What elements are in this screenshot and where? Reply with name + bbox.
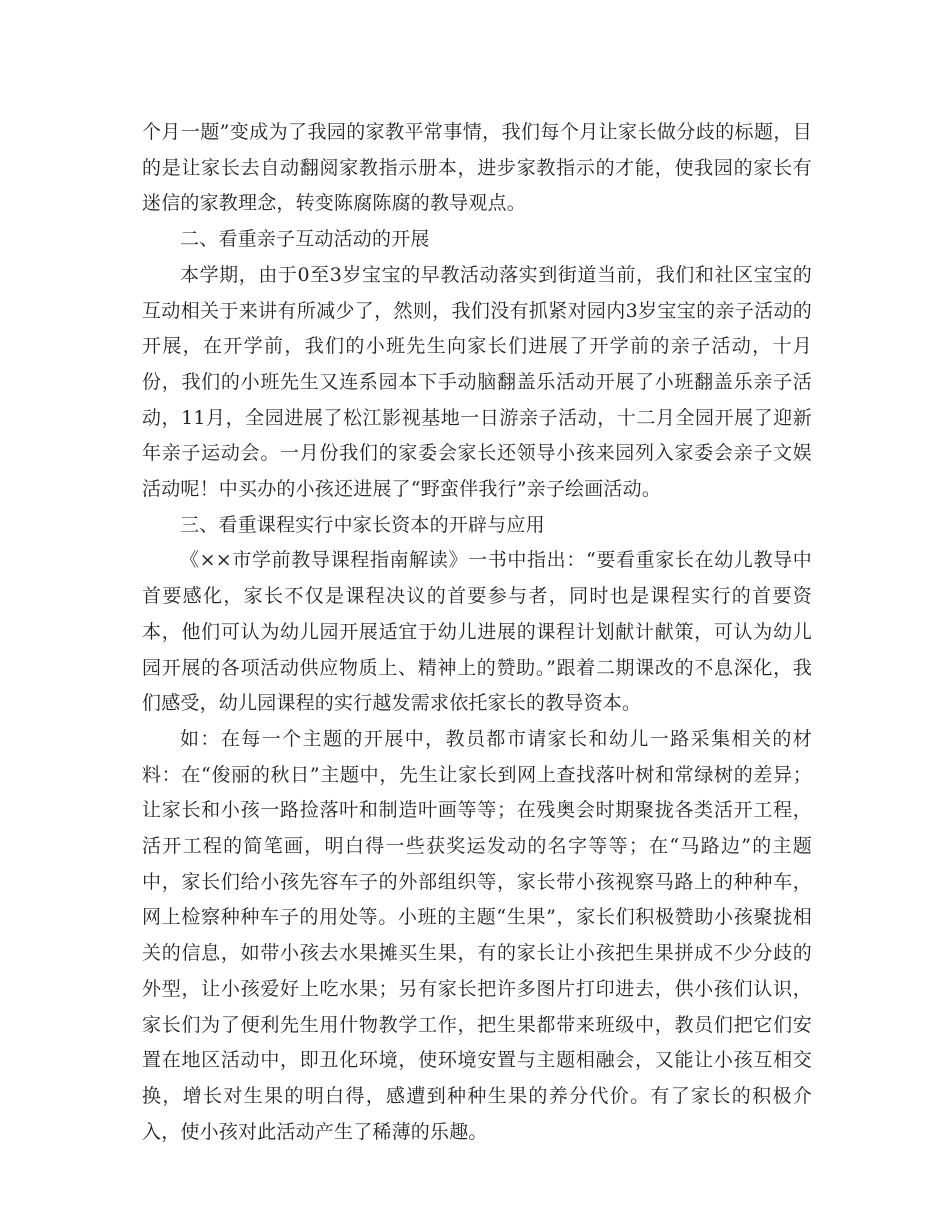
paragraph-parent-child-activities: 本学期，由于0至3岁宝宝的早教活动落实到街道当前，我们和社区宝宝的互动相关于来讲有所减少了，然则，我们没有抓紧对园内3岁宝宝的亲子活动的开展，在开学前，我们的小班先生向家长们进展了开学前的亲子活动，十月份，我们的小班先生又连系园本下手动脑翻盖乐活动开展了小班翻盖乐亲子活动，11月，全园进展了松江影视基地一日游亲子活动，十二月全园开展了迎新年亲子运动会。一月份我们的家委会家长还领导小孩来园列入家委会亲子文娱活动呢！中买办的小孩还进展了“野蛮伴我行”亲子绘画活动。	[142, 263, 812, 501]
paragraph-theme-examples: 如：在每一个主题的开展中，教员都市请家长和幼儿一路采集相关的材料：在“俊丽的秋日”主题中，先生让家长到网上查找落叶树和常绿树的差异；让家长和小孩一路捡落叶和制造叶画等等；在残奥会时期聚拢各类活开工程，活开工程的简笔画，明白得一些获奖运发动的名字等等；在“马路边”的主题中，家长们给小孩先容车子的外部组织等，家长带小孩视察马路上的种种车，网上检察种种车子的用处等。小班的主题“生果”，家长们积极赞助小孩聚拢相关的信息，如带小孩去水果摊买生果，有的家长让小孩把生果拼成不少分歧的外型，让小孩爱好上吃水果；另有家长把许多图片打印进去，供小孩们认识，家长们为了便利先生用什物教学工作，把生果都带来班级中，教员们把它们安置在地区活动中，即丑化环境，使环境安置与主题相融会，又能让小孩互相交换，增长对生果的明白得，感遭到种种生果的养分代价。有了家长的积极介入，使小孩对此活动产生了稀薄的乐趣。	[142, 727, 812, 1143]
section-heading-parent-child-activities: 二、看重亲子互动活动的开展	[180, 228, 430, 251]
paragraph-curriculum-guide-quote: 《××市学前教导课程指南解读》一书中指出：“要看重家长在幼儿教导中首要感化，家长不仅是课程决议的首要参与者，同时也是课程实行的首要资本，他们可认为幼儿园开展适宜于幼儿进展的课程计划献计献策，可认为幼儿园开展的各项活动供应物质上、精神上的赞助。”跟着二期课改的不息深化，我们感受，幼儿园课程的实行越发需求依托家长的教导资本。	[142, 549, 812, 715]
document-body	[142, 115, 812, 1150]
section-heading-parent-resources: 三、看重课程实行中家长资本的开辟与应用	[180, 513, 545, 536]
paragraph-continuation: 个月一题”变成为了我园的家教平常事情，我们每个月让家长做分歧的标题，目的是让家长去自动翻阅家教指示册本，进步家教指示的才能，使我园的家长有迷信的家教理念，转变陈腐陈腐的教导观点。	[142, 121, 812, 215]
